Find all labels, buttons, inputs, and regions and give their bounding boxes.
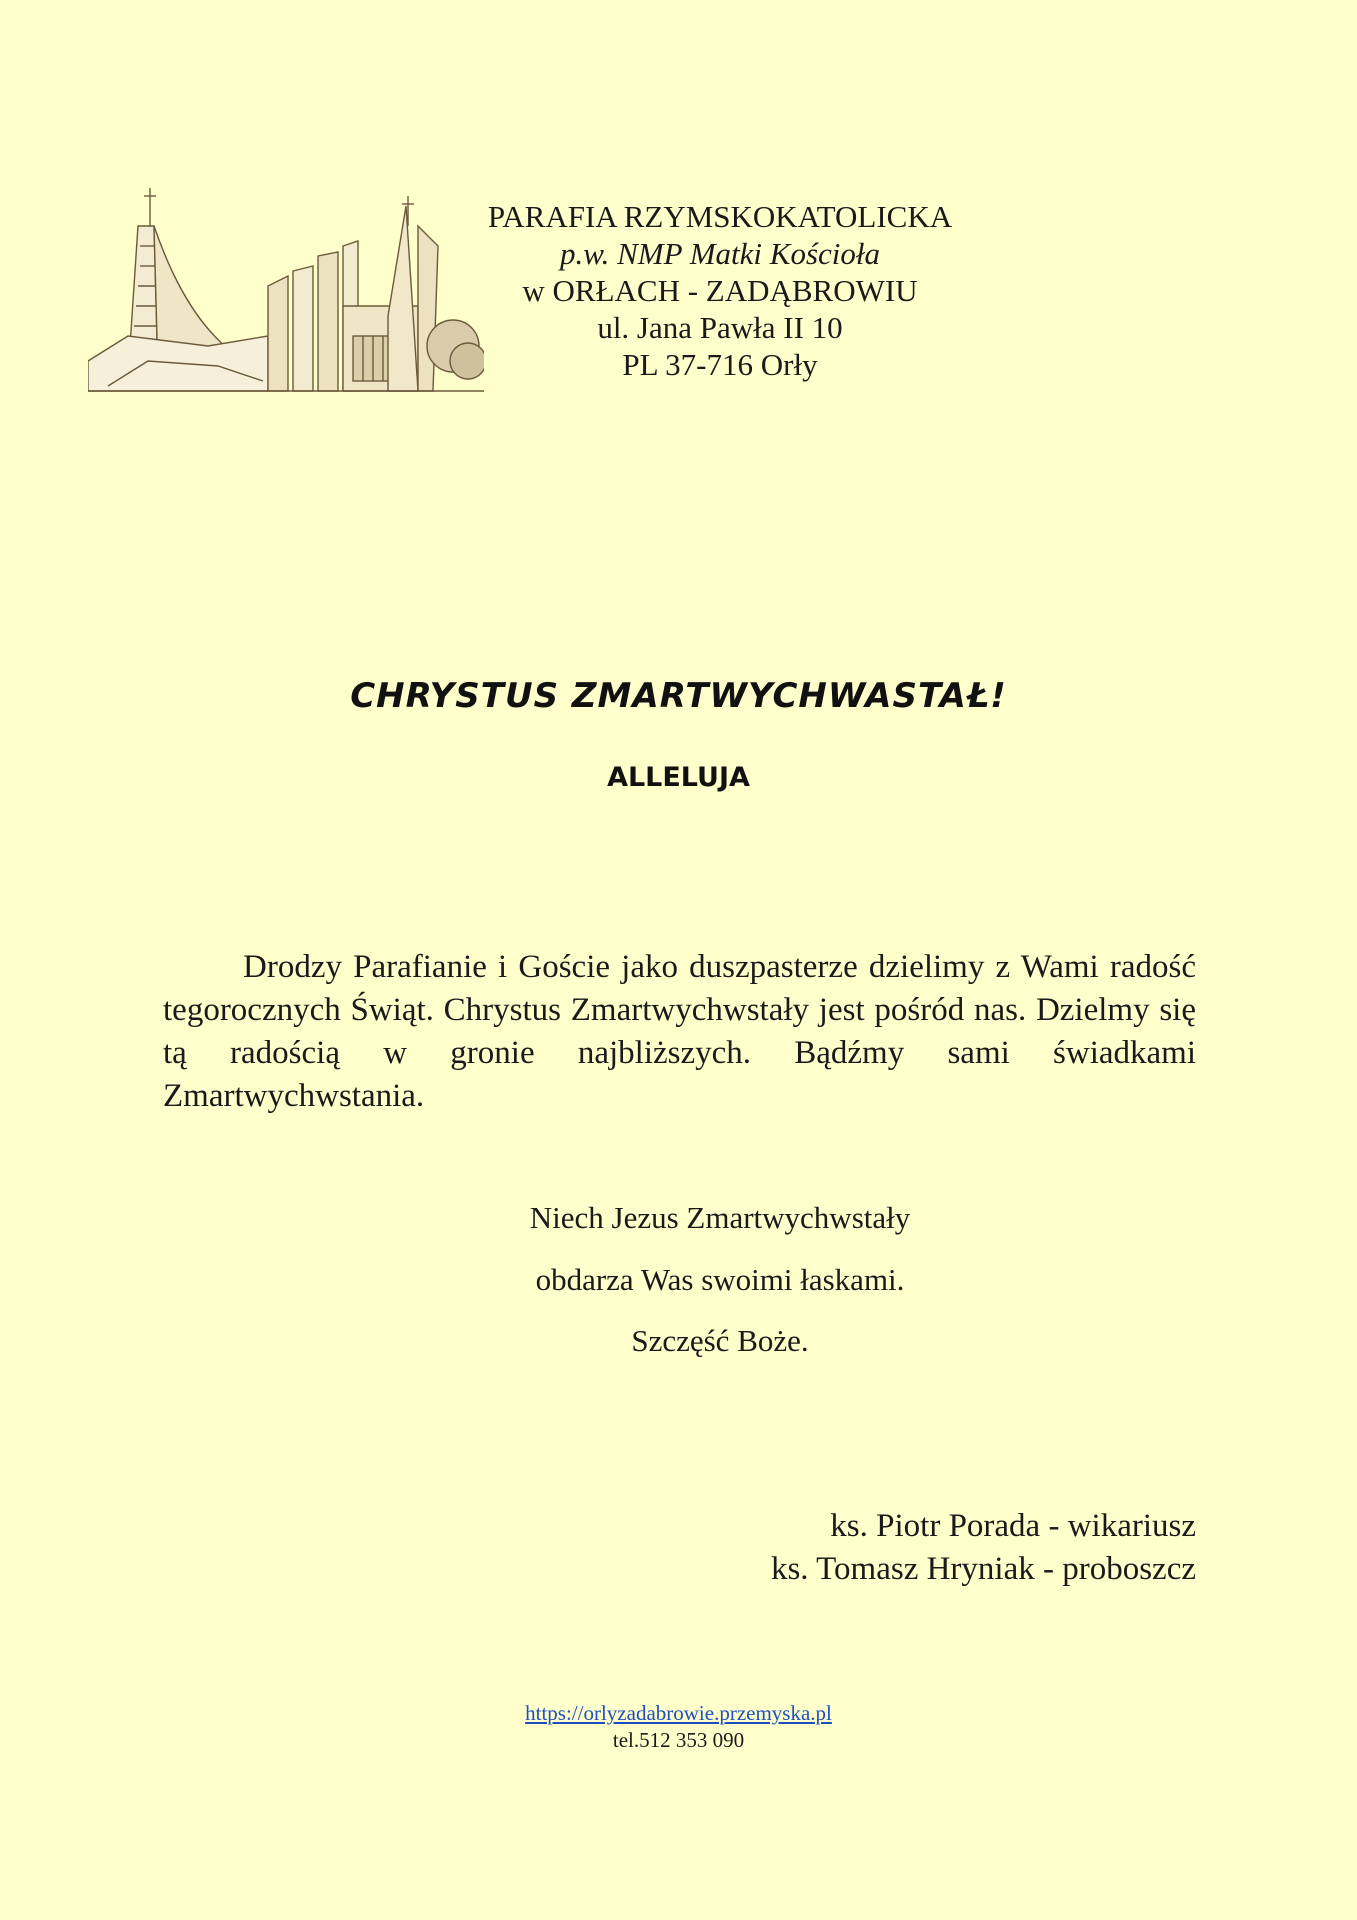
blessing-line-1: Niech Jezus Zmartwychwstały <box>529 1200 911 1235</box>
signature-pastor: ks. Tomasz Hryniak - proboszcz <box>770 1551 1196 1587</box>
body-paragraph: Drodzy Parafianie i Goście jako duszpasterze dzielimy z Wami radość tegorocznych Świąt. Chrystus Zmartwychwstały jest pośród nas. Dzielmy się tą radością w gronie najbliższych. Bądźmy sami świadkami Zmartwychwstania. <box>163 949 1196 1114</box>
phone-number: tel.512 353 090 <box>612 1728 745 1752</box>
blessing-line-2: obdarza Was swoimi łaskami. <box>535 1262 905 1297</box>
parish-name: PARAFIA RZYMSKOKATOLICKA <box>487 199 953 234</box>
parish-header <box>440 198 1000 383</box>
church-illustration <box>88 186 484 398</box>
website-link[interactable]: https://orlyzadabrowie.przemyska.pl <box>525 1701 832 1725</box>
parish-postal: PL 37-716 Orły <box>622 347 818 382</box>
title: CHRYSTUS ZMARTWYCHWASTAŁ! <box>350 676 1007 716</box>
parish-location: w ORŁACH - ZADĄBROWIU <box>522 273 918 308</box>
footer <box>0 1700 1357 1754</box>
signatures <box>771 1505 1196 1591</box>
parish-dedication: p.w. NMP Matki Kościoła <box>559 236 881 271</box>
signature-vicar: ks. Piotr Porada - wikariusz <box>830 1508 1196 1544</box>
parish-street: ul. Jana Pawła II 10 <box>597 310 843 345</box>
blessing-line-3: Szczęść Boże. <box>631 1323 809 1358</box>
subtitle: ALLELUJA <box>607 762 750 793</box>
